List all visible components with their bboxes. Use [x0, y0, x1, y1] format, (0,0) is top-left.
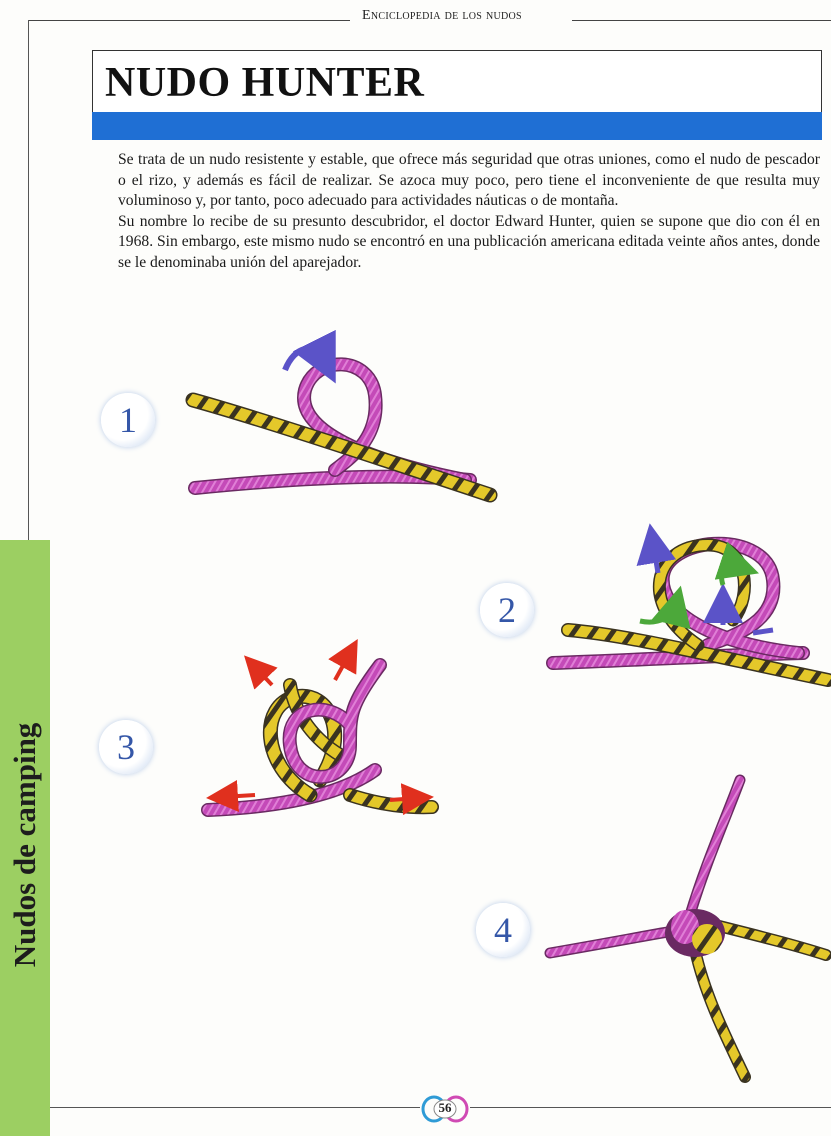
step-4-number: 4 — [494, 910, 512, 950]
title-box — [92, 50, 822, 113]
step-1-badge — [101, 393, 155, 447]
step-2-illustration — [548, 525, 831, 695]
step-3-illustration — [200, 645, 440, 825]
footer-rule-right — [470, 1107, 831, 1108]
page-title: NUDO HUNTER — [105, 60, 425, 106]
step-1-number: 1 — [119, 400, 137, 440]
header-rule-right — [572, 20, 831, 21]
title-accent-bar — [92, 112, 822, 140]
intro-text — [118, 150, 820, 273]
step-2-number: 2 — [498, 590, 516, 630]
side-tab-label: Nudos de camping — [7, 722, 42, 968]
step-3-badge — [99, 720, 153, 774]
step-4-illustration — [545, 775, 831, 1085]
step-4-badge — [476, 903, 530, 957]
header-rule-left — [28, 20, 350, 21]
footer-rule-left — [50, 1107, 420, 1108]
intro-paragraph-1: Se trata de un nudo resistente y estable, que ofrece más seguridad que otras uniones, como el nudo de pescador o el rizo, y además es fácil de realizar. Se azoca muy poco, pero tiene el inconveniente de que resulta muy voluminoso y, por tanto, poco adecuado para actividades náuticas o de montaña. — [118, 151, 820, 209]
intro-paragraph-2: Su nombre lo recibe de su presunto descubridor, el doctor Edward Hunter, quien se supone que dio con él en 1968. Sin embargo, este mismo nudo se encontró en una publicación americana editada veinte años antes, donde se le denominaba unión del aparejador. — [118, 212, 820, 271]
page-frame-left — [28, 20, 29, 540]
page-number: 56 — [438, 1100, 452, 1115]
running-header: Enciclopedia de los nudos — [362, 8, 522, 23]
step-2-badge — [480, 583, 534, 637]
step-3-number: 3 — [117, 727, 135, 767]
step-1-illustration — [185, 340, 505, 510]
